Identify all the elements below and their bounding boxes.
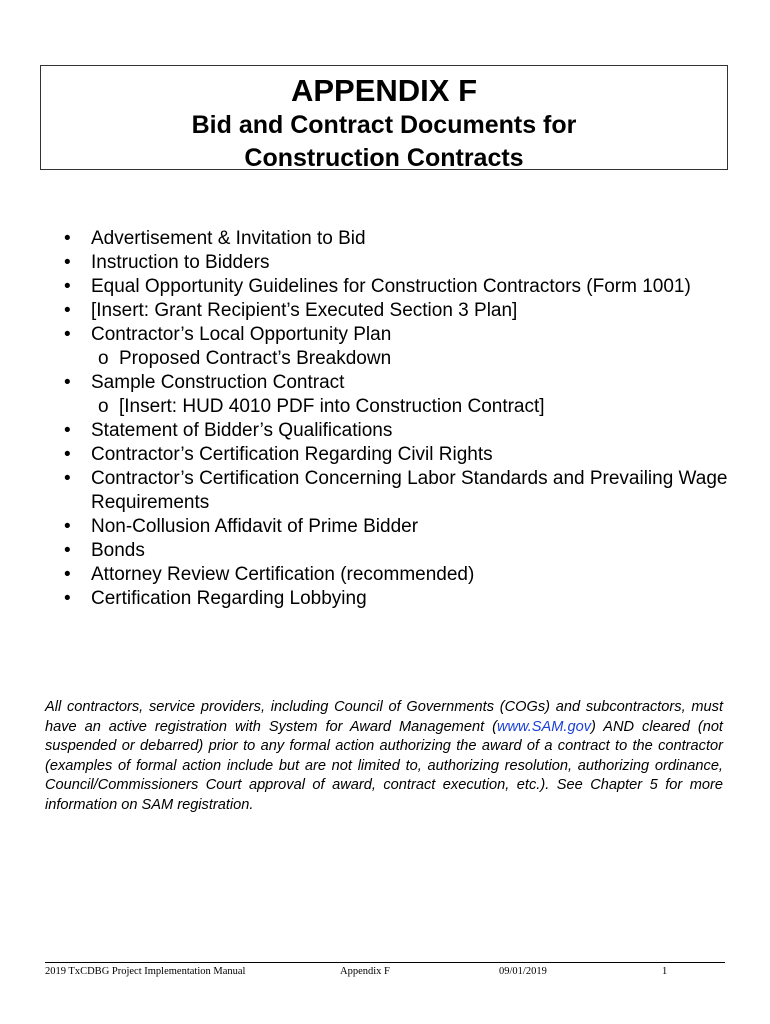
sub-bullet-icon: o — [98, 348, 109, 369]
list-item: • [Insert: Grant Recipient’s Executed Section 3 Plan] — [64, 300, 518, 321]
list-item: • Contractor’s Local Opportunity Plan — [64, 324, 392, 345]
list-item: • Equal Opportunity Guidelines for Construction Contractors (Form 1001) — [64, 276, 691, 297]
sub-bullet-icon: o — [98, 396, 109, 417]
bullet-icon: • — [64, 372, 71, 393]
bullet-icon: • — [64, 444, 71, 465]
list-item: • Non-Collusion Affidavit of Prime Bidder — [64, 516, 419, 537]
bullet-icon: • — [64, 588, 71, 609]
footer-section: Appendix F — [340, 966, 390, 977]
footer-date: 09/01/2019 — [499, 966, 547, 977]
list-item: • Statement of Bidder’s Qualifications — [64, 420, 393, 441]
list-item: • Instruction to Bidders — [64, 252, 270, 273]
document-list — [62, 227, 732, 611]
page-subtitle-line1: Bid and Contract Documents for — [191, 111, 577, 139]
bullet-icon: • — [64, 252, 71, 273]
list-item: • Sample Construction Contract — [64, 372, 345, 393]
sub-list-item: o [Insert: HUD 4010 PDF into Construction Contract] — [98, 396, 545, 417]
footer-page-number: 1 — [662, 966, 668, 977]
footer-manual-title: 2019 TxCDBG Project Implementation Manual — [45, 966, 246, 977]
bullet-icon: • — [64, 468, 71, 489]
list-item: • Advertisement & Invitation to Bid — [64, 228, 366, 249]
footer-divider — [45, 962, 725, 963]
list-item: • Bonds — [64, 540, 145, 561]
sub-list-item: o Proposed Contract’s Breakdown — [98, 348, 392, 369]
bullet-icon: • — [64, 300, 71, 321]
list-item: • Attorney Review Certification (recommended) — [64, 564, 475, 585]
list-item: • Contractor’s Certification Regarding Civil Rights — [64, 444, 493, 465]
bullet-icon: • — [64, 540, 71, 561]
bullet-icon: • — [64, 228, 71, 249]
sam-gov-link[interactable]: www.SAM.gov — [496, 718, 592, 735]
title-box — [40, 65, 728, 170]
page-subtitle-line2: Construction Contracts — [244, 144, 524, 172]
bullet-icon: • — [64, 564, 71, 585]
bullet-icon: • — [64, 420, 71, 441]
bullet-icon: • — [64, 324, 71, 345]
list-item: • Contractor’s Certification Concerning Labor Standards and Prevailing Wage Requirements — [64, 468, 728, 513]
bullet-icon: • — [64, 516, 71, 537]
bullet-icon: • — [64, 276, 71, 297]
sam-registration-note: All contractors, service providers, including Council of Governments (COGs) and subcontractors, must have an active registration with System for Award Management (www.SAM.gov) AND cleared (not suspended or debarred) prior to any formal action authorizing the award of a contract to the contractor (examples of formal action include but are not limited to, authorizing resolution, authorizing ordinance, Council/Commissioners Court approval of award, contract execution, etc.). See Chapter 5 for more information on SAM registration. — [45, 699, 723, 813]
list-item: • Certification Regarding Lobbying — [64, 588, 367, 609]
page-title: APPENDIX F — [290, 73, 478, 108]
